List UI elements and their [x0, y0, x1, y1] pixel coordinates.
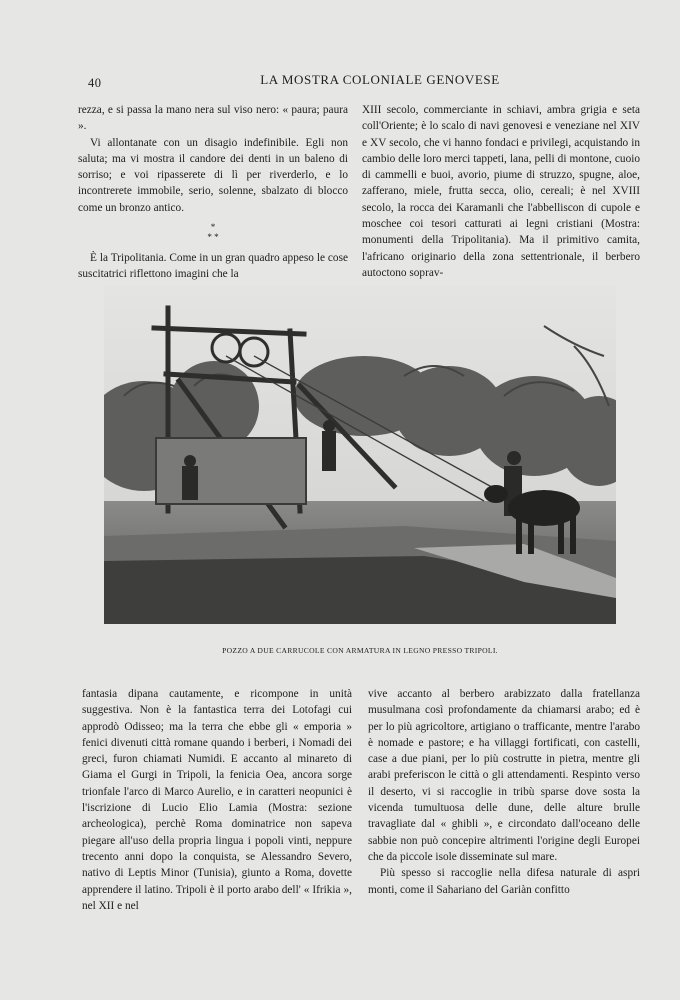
section-break-asterism — [78, 222, 348, 242]
column-top-left — [78, 102, 348, 283]
photograph-illustration — [104, 286, 616, 624]
paragraph: rezza, e si passa la mano nera sul viso nero: « paura; paura ». — [78, 104, 348, 133]
photograph-well — [104, 286, 616, 624]
paragraph: vive accanto al berbero arabizzato dalla fratellanza musulmana così profondamente da chiamarsi arabo; ed è per lo più agricoltore, artigiano o trafficante, mentre l'arabo è nomade e pastore; e ha villaggi fortificati, con castelli, case a due piani, per lo più costrutte in pietra, mentre gli arabi preferiscon le città o gli attendamenti. Respinto verso il deserto, vi si raccoglie in tribù sparse dove sosta la vicenda tumultuosa delle dune, delle alture brulle travagliate dal « ghibli », e circondato dall'oceano delle sabbie non può concepire altrimenti l'origine degli Europei che da piccole isole disseminate sul mare. — [368, 688, 640, 863]
asterism-top: * — [210, 222, 216, 233]
column-bottom-left — [82, 686, 352, 914]
column-top-right — [362, 102, 640, 281]
paragraph: Vi allontanate con un disagio indefinibile. Egli non saluta; ma vi mostra il candore dei denti in un baleno di sorriso; e voi ripasserete di lì per riverderlo, e lo incontrerete immobile, serio, solenne, sbalzato di blocco come un bronzo antico. — [78, 136, 348, 214]
paragraph: È la Tripolitania. Come in un gran quadro appeso le cose suscitatrici riflettono imagini che la — [78, 252, 348, 281]
paragraph: fantasia dipana cautamente, e ricompone in unità suggestiva. Non è la fantastica terra dei Lotofagi cui approdò Odisseo; ma la terra che ebbe gli « emporia » fenici divenuti città romane quando i berberi, i Nomadi dei greci, furon chiamati Numidi. E accanto al minareto di Giama el Gurgi in Tripoli, la fenicia Oea, ancora sorge trionfale l'arco di Marco Aurelio, e in caratteri neopunici è l'iscrizione di Lucio Elio Lamia (Mostra: sezione archeologica), perchè Roma dominatrice non sapeva piegare all'uso della propria lingua i popoli vinti, neppure trecento anni dopo la conquista, se Alessandro Severo, nativo di Leptis Minor (Tunisia), giunto a Roma, dovette apprendere il latino. Tripoli è il porto arabo dell' « Ifrikia », nel XII e nel — [82, 688, 352, 912]
column-bottom-right — [368, 686, 640, 898]
page-number: 40 — [88, 76, 102, 90]
asterism-bottom: * * — [207, 232, 219, 243]
paragraph: Più spesso si raccoglie nella difesa naturale di aspri monti, come il Sahariano del Gariàn confitto — [368, 867, 640, 896]
figure-caption: POZZO A DUE CARRUCOLE CON ARMATURA IN LEGNO PRESSO TRIPOLI. — [222, 646, 498, 655]
paragraph: XIII secolo, commerciante in schiavi, ambra grigia e seta coll'Oriente; è lo scalo di navi genovesi e veneziane nel XIV e XV secolo, che vi hanno fondaci e privilegi, acquistando in cambio delle loro merci tappeti, lana, pelli di montone, cuoio di cammelli e buoi, avorio, piume di struzzo, spugne, aloe, zafferano, miele, frutta secca, olio, cereali; è nel XVIII secolo, la rocca dei Karamanli che l'abbelliscon di cupole e moschee coi tesori catturati ai legni cristiani (Mostra: monumenti della Tripolitania). Ma il primitivo camita, l'africano originario della zona settentrionale, il berbero autoctono soprav- — [362, 104, 640, 279]
running-header: LA MOSTRA COLONIALE GENOVESE — [260, 72, 500, 87]
